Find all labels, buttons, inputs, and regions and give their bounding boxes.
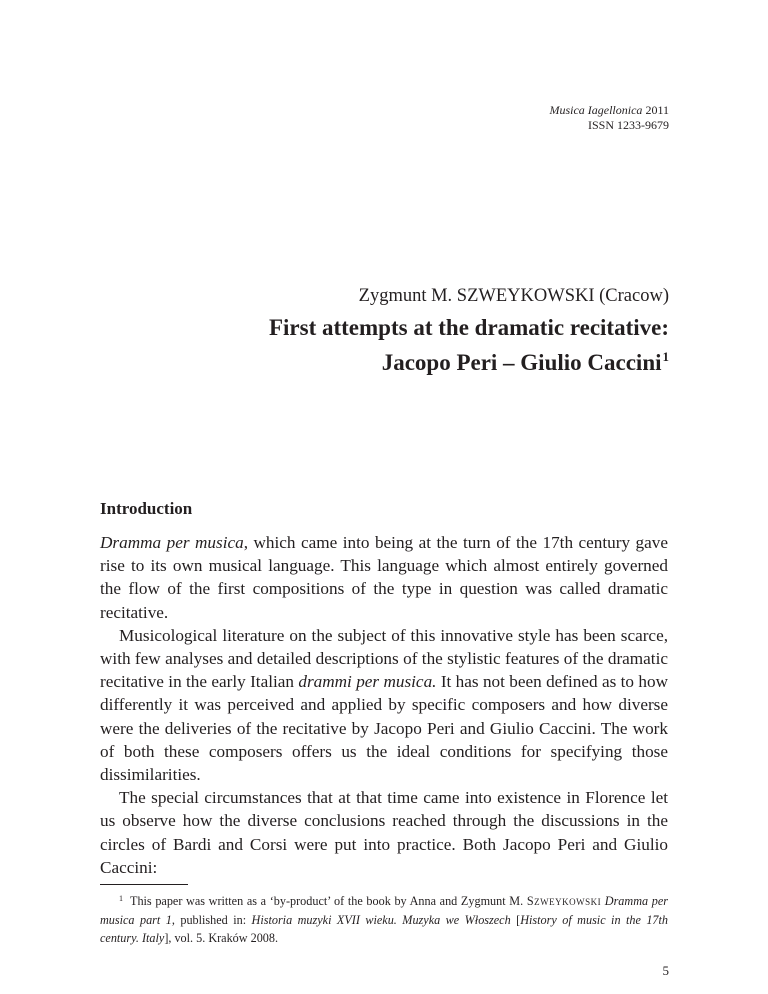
footnote-text-d: ], vol. 5. Kraków 2008. (164, 931, 279, 945)
journal-citation (549, 103, 669, 118)
title-line-2-text: Jacopo Peri – Giulio Caccini (381, 350, 662, 375)
body-text (100, 531, 668, 879)
article-title (269, 313, 669, 377)
footnote-mark: 1 (119, 894, 123, 903)
title-footnote-mark[interactable]: 1 (662, 349, 669, 364)
title-line-2 (269, 342, 669, 377)
journal-year: 2011 (645, 103, 669, 117)
paragraph-2-emphasis: drammi per musica. (298, 672, 437, 692)
paragraph-1-emphasis: Dramma per musica (100, 533, 244, 552)
footnote-1 (100, 890, 668, 948)
footnote-series-title: Historia muzyki XVII wieku. Muzyka we Włoszech (251, 912, 511, 927)
title-line-1: First attempts at the dramatic recitative: (268, 315, 669, 340)
paragraph-2 (100, 624, 668, 786)
section-heading: Introduction (100, 499, 193, 518)
footnote-translated-title: History of music in the 17th century. Italy (100, 912, 669, 945)
paragraph-1-text: , which came into being at the turn of the 17th century gave rise to its own musical language. This language which almost entirely governed the flow of the first compositions of the type in question was called dramatic recitative. (100, 533, 669, 622)
footnote-book-title: Dramma per musica part 1 (100, 894, 669, 927)
paragraph-3: The special circumstances that at that time came into existence in Florence let us observe how the diverse conclusions reached through the discussions in the circles of Bardi and Corsi were put into practice. Both Jacopo Peri and Giulio Caccini: (100, 788, 668, 877)
footnote-text-a: This paper was written as a ‘by-product’ of the book by Anna and Zygmunt M. (130, 894, 527, 908)
footnote-author: Szweykowski (526, 894, 602, 908)
footnote-text-b: , published in: (171, 912, 252, 927)
footnote-text-c: [ (510, 912, 521, 927)
paragraph-1 (100, 531, 668, 624)
journal-issn: ISSN 1233-9679 (587, 118, 669, 132)
journal-name: Musica Iagellonica (549, 103, 643, 117)
article-author: Zygmunt M. SZWEYKOWSKI (Cracow) (358, 286, 669, 306)
paragraph-2-text-a: Musicological literature on the subject of this innovative style has been scarce, with few analyses and detailed descriptions of the stylistic features of the dramatic recitative in the early Italian (100, 625, 668, 692)
page-number: 5 (662, 963, 669, 978)
paragraph-2-text-b: It has not been defined as to how differently it was perceived and applied by specific composers and how diverse were the deliveries of the recitative by Jacopo Peri and Giulio Caccini. The work of both these composers offers us the ideal conditions for specifying those dissimilarities. (100, 672, 668, 785)
footnote-divider (100, 884, 188, 885)
journal-header (549, 103, 669, 133)
